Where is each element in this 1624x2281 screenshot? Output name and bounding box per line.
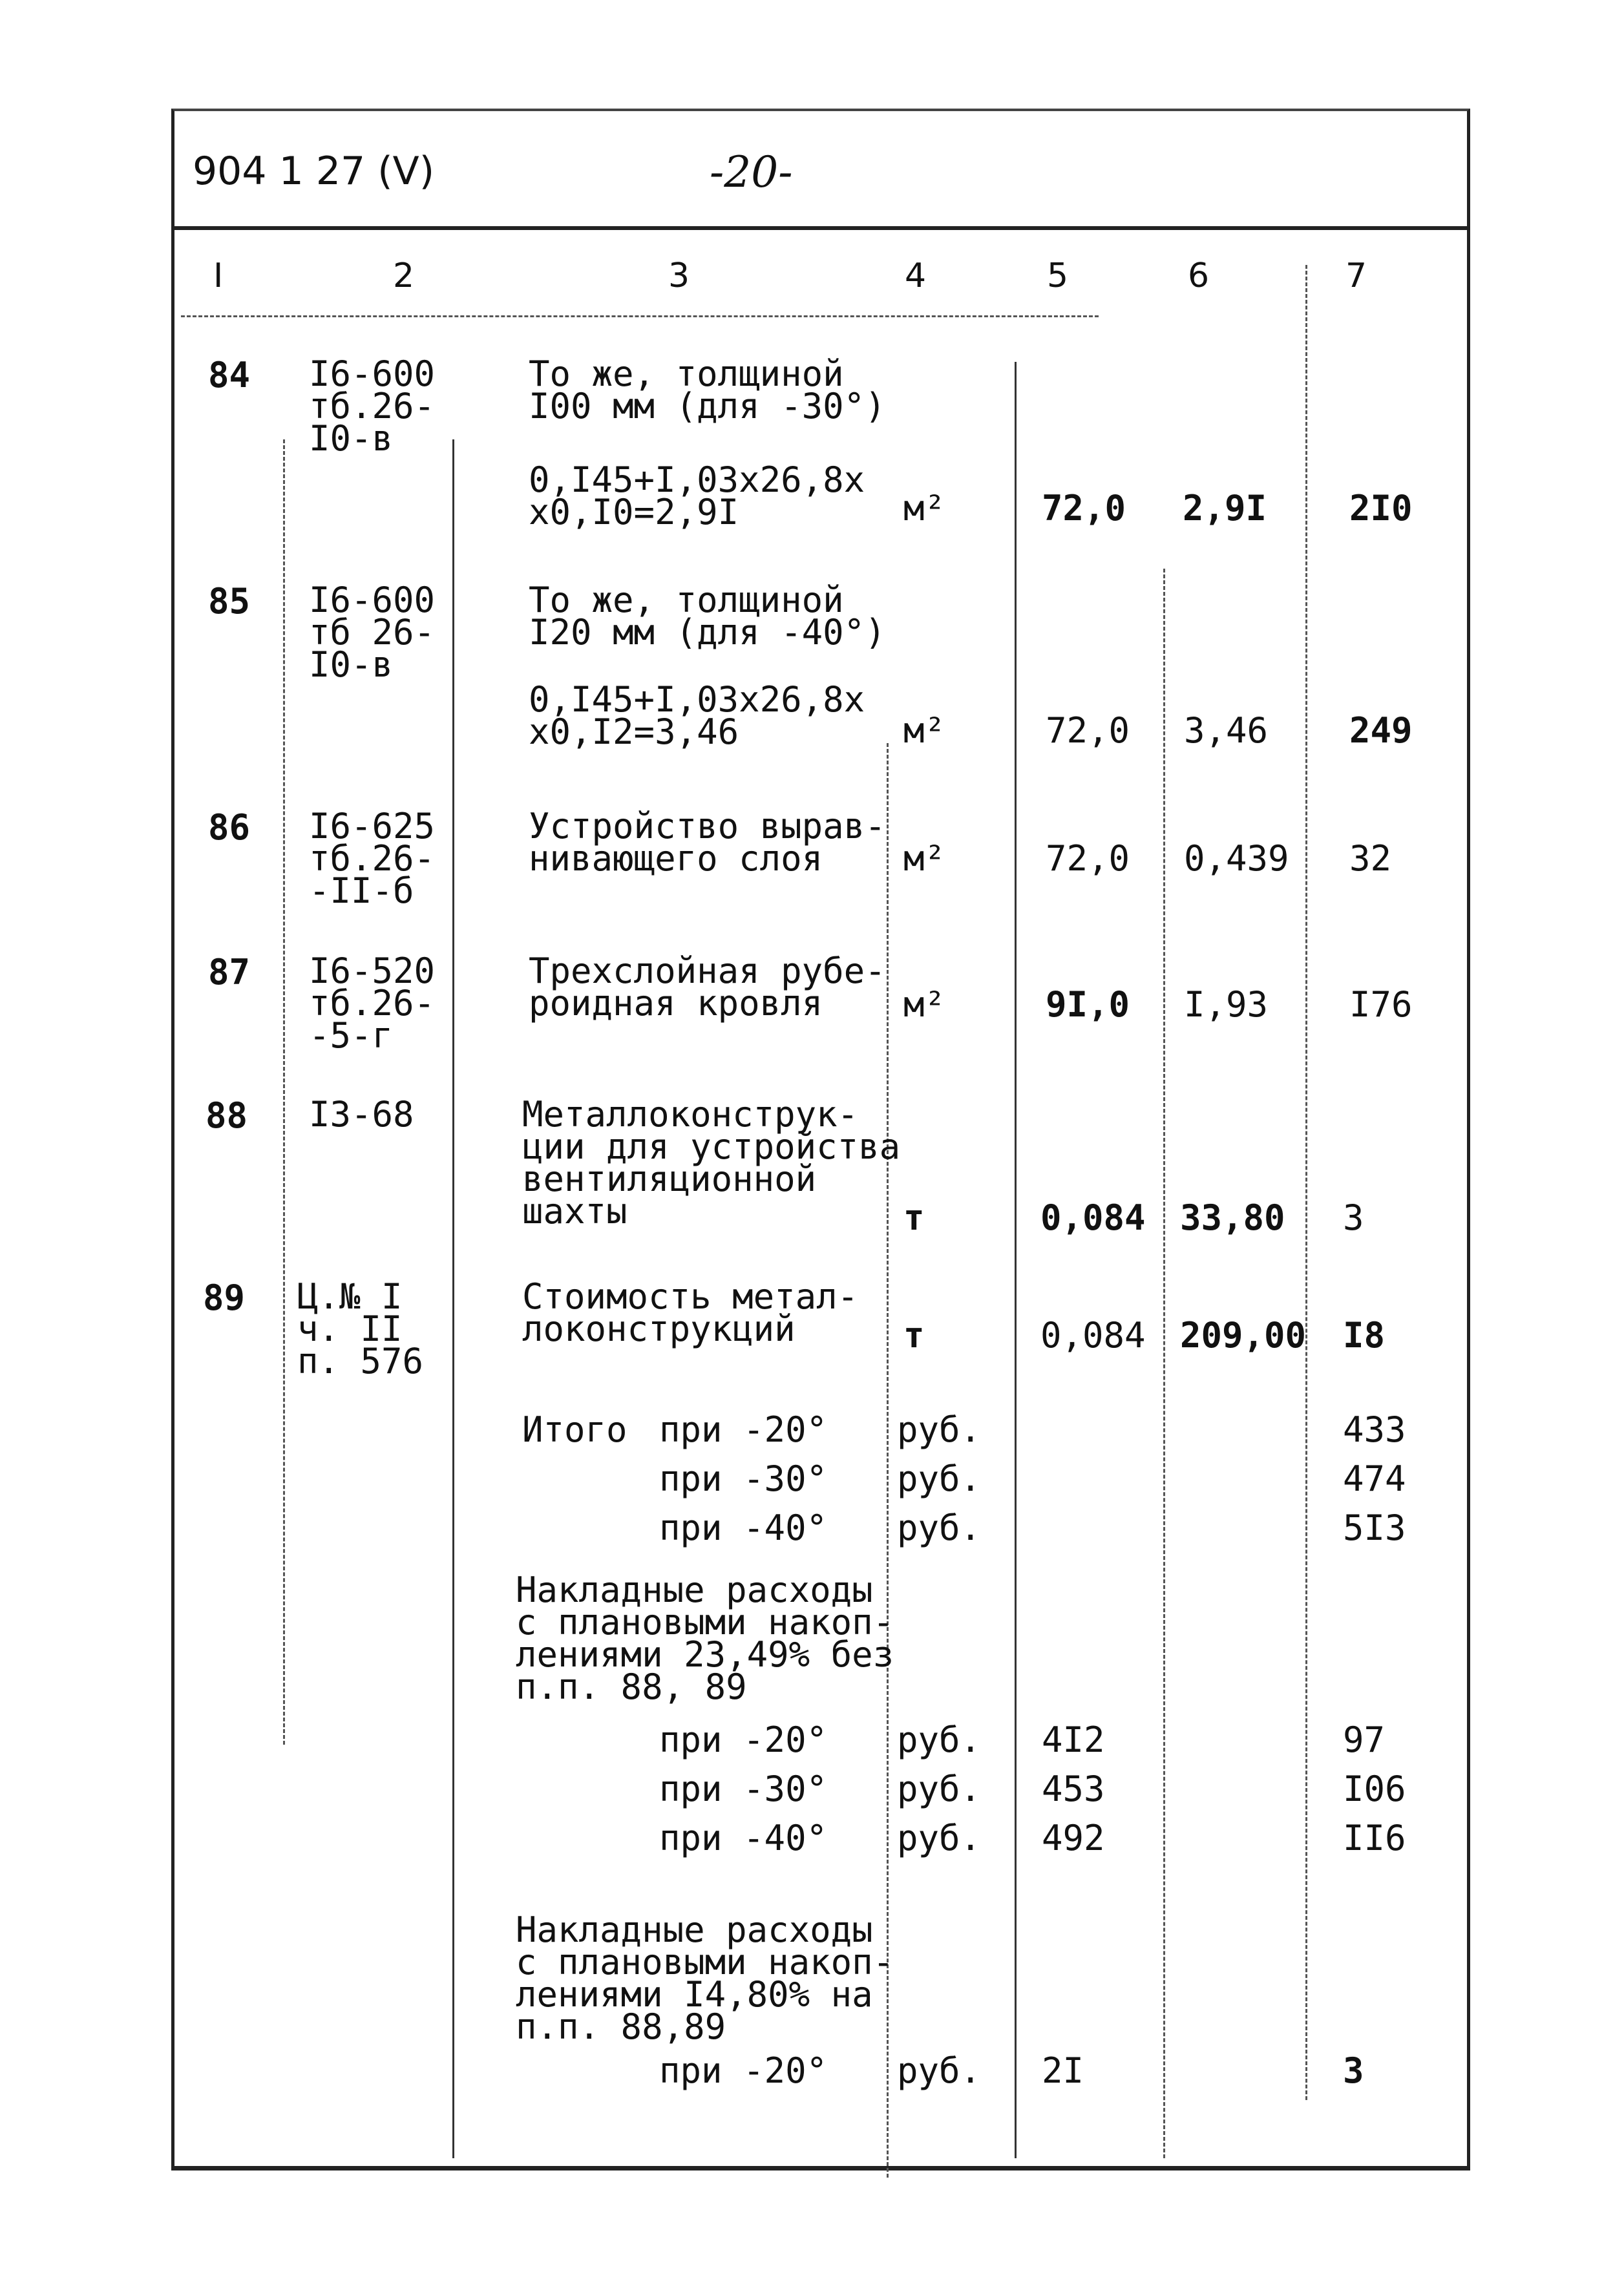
- row-85-price: 3,46: [1184, 710, 1269, 751]
- row-87-number: 87: [208, 952, 251, 993]
- column-header-7: 7: [1345, 257, 1367, 295]
- itogo-label: Итого: [522, 1409, 627, 1450]
- row-86-number: 86: [208, 807, 251, 848]
- row-85-number: 85: [208, 581, 251, 622]
- row-87-price: I,93: [1184, 984, 1269, 1025]
- row-88-code: I3-68: [309, 1094, 414, 1135]
- itogo-condition: при -40°: [659, 1508, 828, 1548]
- overhead-1-condition: при -30°: [659, 1769, 828, 1809]
- page-number: -20-: [710, 147, 793, 197]
- row-89-quantity: 0,084: [1040, 1315, 1146, 1356]
- overhead-1-base: 453: [1042, 1769, 1105, 1809]
- row-89-description: Стоимость метал- локонструкций: [522, 1276, 859, 1349]
- column-divider-1: [283, 439, 285, 1745]
- row-85-code: I6-600 тб 26- I0-в: [309, 580, 436, 685]
- row-86-unit: м²: [903, 838, 946, 879]
- itogo-unit: руб.: [897, 1409, 982, 1450]
- row-87-total: I76: [1349, 984, 1413, 1025]
- row-84-description: То же, толщиной I00 мм (для -30°): [529, 353, 886, 426]
- header-divider: [171, 226, 1470, 230]
- itogo-unit: руб.: [897, 1508, 982, 1548]
- row-88-price: 33,80: [1180, 1197, 1285, 1238]
- row-85-total: 249: [1349, 710, 1413, 751]
- row-89-total: I8: [1343, 1315, 1386, 1356]
- row-88-number: 88: [206, 1095, 248, 1136]
- overhead-1-base: 4I2: [1042, 1719, 1105, 1760]
- row-85-formula: 0,I45+I,03х26,8х х0,I2=3,46: [529, 679, 865, 752]
- row-87-code: I6-520 тб.26- -5-г: [309, 951, 436, 1056]
- row-87-description: Трехслойная рубе- роидная кровля: [529, 951, 886, 1024]
- row-85-unit: м²: [903, 710, 946, 751]
- column-header-divider: [181, 315, 1099, 317]
- row-84-code: I6-600 тб.26- I0-в: [309, 353, 436, 459]
- overhead-1-condition: при -20°: [659, 1719, 828, 1760]
- column-header-3: 3: [668, 257, 690, 295]
- itogo-condition: при -20°: [659, 1409, 828, 1450]
- column-divider-5: [1163, 569, 1165, 2158]
- overhead-2-base: 2I: [1042, 2050, 1084, 2091]
- overhead-1-total: II6: [1343, 1818, 1406, 1858]
- row-88-unit: т: [903, 1197, 925, 1238]
- overhead-2-description: Накладные расходы с плановыми накоп- лениями I4,80% на п.п. 88,89: [516, 1909, 894, 2047]
- row-89-number: 89: [203, 1277, 246, 1318]
- row-88-total: 3: [1343, 1197, 1364, 1238]
- overhead-1-unit: руб.: [897, 1719, 982, 1760]
- row-86-total: 32: [1349, 838, 1392, 879]
- overhead-1-condition: при -40°: [659, 1818, 828, 1858]
- column-divider-4: [1015, 362, 1017, 2158]
- column-divider-6: [1305, 265, 1307, 2100]
- row-84-quantity: 72,0: [1042, 488, 1126, 529]
- row-85-quantity: 72,0: [1046, 710, 1130, 751]
- overhead-1-total: 97: [1343, 1719, 1386, 1760]
- column-header-5: 5: [1047, 257, 1069, 295]
- row-89-price: 209,00: [1180, 1315, 1307, 1356]
- row-89-code: Ц.№ I ч. II п. 576: [297, 1276, 424, 1382]
- itogo-unit: руб.: [897, 1458, 982, 1499]
- overhead-1-description: Накладные расходы с плановыми накоп- лениями 23,49% без п.п. 88, 89: [516, 1570, 894, 1707]
- row-84-unit: м²: [903, 488, 946, 529]
- row-88-description: Металлоконструк- ции для устройства вентиляционной шахты: [522, 1094, 901, 1232]
- row-89-unit: т: [903, 1315, 925, 1356]
- row-87-quantity: 9I,0: [1046, 984, 1130, 1025]
- row-86-quantity: 72,0: [1046, 838, 1130, 879]
- overhead-1-unit: руб.: [897, 1818, 982, 1858]
- row-86-description: Устройство вырав- нивающего слоя: [529, 806, 886, 879]
- row-88-quantity: 0,084: [1040, 1197, 1146, 1238]
- itogo-total: 433: [1343, 1409, 1406, 1450]
- overhead-1-base: 492: [1042, 1818, 1105, 1858]
- row-86-code: I6-625 тб.26- -II-б: [309, 806, 436, 911]
- row-84-number: 84: [208, 355, 251, 395]
- overhead-2-unit: руб.: [897, 2050, 982, 2091]
- itogo-condition: при -30°: [659, 1458, 828, 1499]
- row-86-price: 0,439: [1184, 838, 1289, 879]
- row-85-description: То же, толщиной I20 мм (для -40°): [529, 580, 886, 653]
- column-divider-2: [452, 439, 454, 2158]
- row-84-total: 2I0: [1349, 488, 1413, 529]
- overhead-2-total: 3: [1343, 2050, 1364, 2091]
- overhead-1-total: I06: [1343, 1769, 1406, 1809]
- itogo-total: 5I3: [1343, 1508, 1406, 1548]
- row-84-price: 2,9I: [1183, 488, 1267, 529]
- column-header-4: 4: [905, 257, 927, 295]
- overhead-2-condition: при -20°: [659, 2050, 828, 2091]
- row-87-unit: м²: [903, 984, 946, 1025]
- document-code: 904 1 27 (V): [193, 149, 435, 194]
- column-header-1: I: [213, 257, 224, 295]
- row-84-formula: 0,I45+I,03х26,8х х0,I0=2,9I: [529, 459, 865, 532]
- column-header-6: 6: [1188, 257, 1210, 295]
- itogo-total: 474: [1343, 1458, 1406, 1499]
- column-header-2: 2: [393, 257, 415, 295]
- overhead-1-unit: руб.: [897, 1769, 982, 1809]
